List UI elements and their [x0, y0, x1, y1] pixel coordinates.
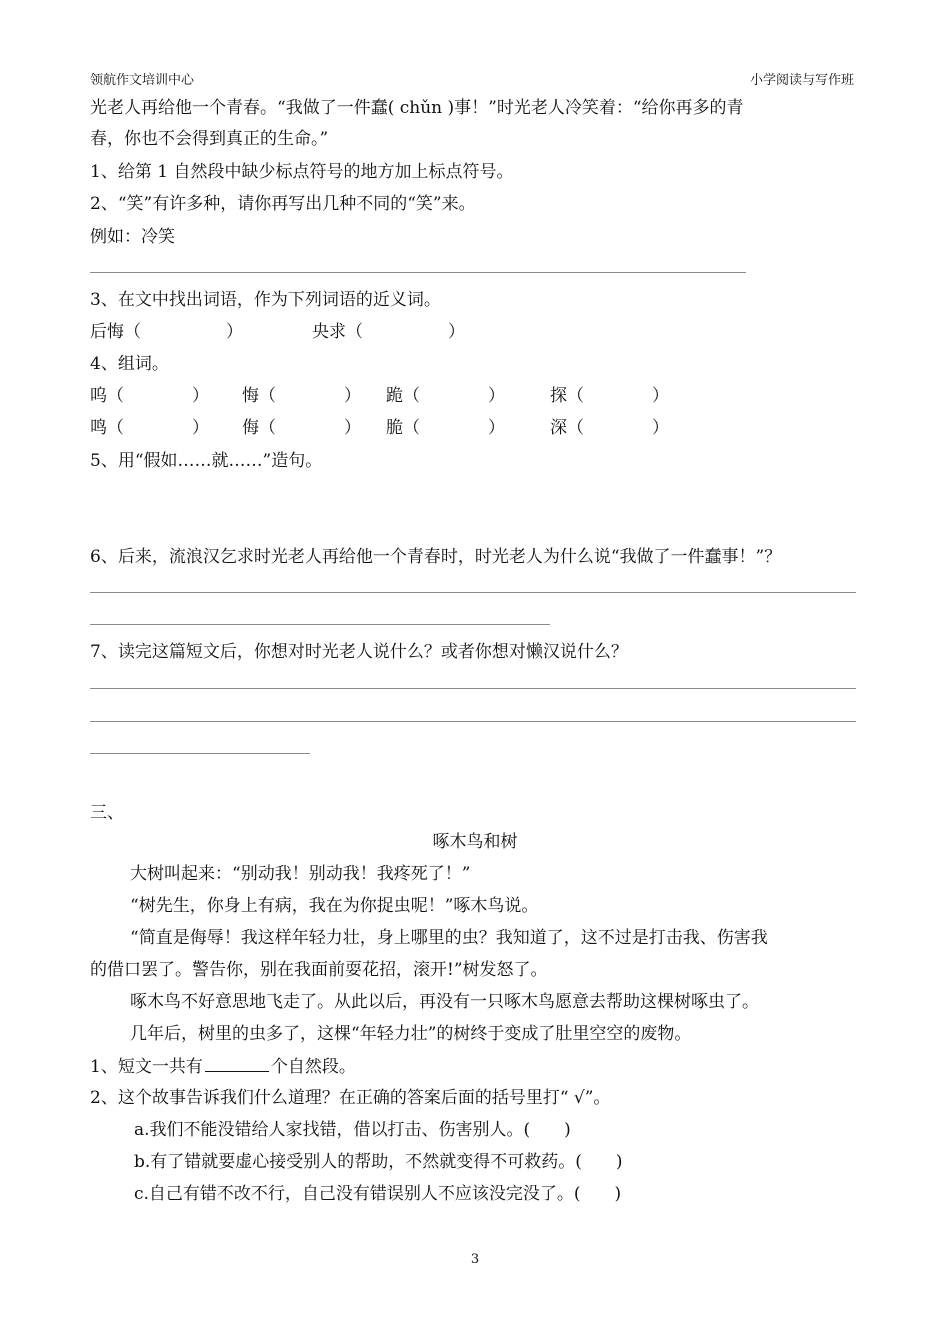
answer-option: a.我们不能没错给人家找错，借以打击、伤害别人。( ): [134, 1120, 571, 1140]
story-paragraph: 的借口罢了。警告你，别在我面前耍花招，滚开!”树发怒了。: [90, 960, 548, 980]
word-item: 跪（ ）: [386, 386, 505, 406]
story-paragraph: 啄木鸟不好意思地飞走了。从此以后，再没有一只啄木鸟愿意去帮助这棵树啄虫了。: [130, 992, 759, 1012]
synonym-item: 央求（ ）: [312, 322, 465, 342]
question-2-example: 例如：冷笑: [90, 227, 175, 247]
story-continuation-line: 光老人再给他一个青春。“我做了一件蠢( chǔn )事！”时光老人冷笑着：“给你再多的青: [90, 98, 744, 118]
question-1-prefix: 1、短文一共有: [90, 1057, 203, 1077]
story-title: 啄木鸟和树: [432, 832, 518, 852]
question-2: 2、“笑”有许多种，请你再写出几种不同的“笑”来。: [90, 194, 476, 214]
question-1: 1、给第 1 自然段中缺少标点符号的地方加上标点符号。: [90, 162, 514, 182]
answer-line: [90, 753, 310, 754]
question-4: 4、组词。: [90, 354, 169, 374]
header-right: 小学阅读与写作班: [749, 73, 854, 88]
answer-line: [90, 624, 550, 625]
synonym-item: 后悔（ ）: [90, 322, 243, 342]
question-2: 2、这个故事告诉我们什么道理？在正确的答案后面的括号里打“ √”。: [90, 1088, 611, 1108]
story-continuation-line: 春，你也不会得到真正的生命。”: [90, 129, 329, 149]
word-item: 深（ ）: [550, 418, 669, 438]
word-item: 探（ ）: [550, 386, 669, 406]
word-item: 悔（ ）: [242, 386, 361, 406]
question-5: 5、用“假如……就……”造句。: [90, 451, 323, 471]
story-paragraph: 大树叫起来：“别动我！别动我！我疼死了！”: [130, 864, 471, 884]
answer-option: c.自己有错不改不行，自己没有错误别人不应该没完没了。( ): [134, 1184, 622, 1204]
story-paragraph: “简直是侮辱！我这样年轻力壮，身上哪里的虫？我知道了，这不过是打击我、伤害我: [130, 928, 768, 948]
answer-line: [90, 272, 746, 273]
question-3: 3、在文中找出词语，作为下列词语的近义词。: [90, 290, 441, 310]
story-paragraph: 几年后，树里的虫多了，这棵“年轻力壮”的树终于变成了肚里空空的废物。: [130, 1024, 692, 1044]
section-label: 三、: [90, 803, 124, 823]
answer-line: [90, 592, 856, 593]
question-1: [90, 1054, 356, 1079]
word-item: 鸣（ ）: [90, 418, 209, 438]
question-7: 7、读完这篇短文后，你想对时光老人说什么？或者你想对懒汉说什么？: [90, 642, 628, 662]
header-left: 领航作文培训中心: [90, 73, 195, 88]
word-item: 呜（ ）: [90, 386, 209, 406]
answer-line: [90, 688, 856, 689]
question-6: 6、后来，流浪汉乞求时光老人再给他一个青春时，时光老人为什么说“我做了一件蠢事！”？: [90, 547, 782, 567]
word-item: 脆（ ）: [386, 418, 505, 438]
answer-line: [90, 721, 856, 722]
answer-blank[interactable]: [205, 1054, 269, 1072]
page-number: 3: [470, 1252, 480, 1267]
story-paragraph: “树先生，你身上有病，我在为你捉虫呢！”啄木鸟说。: [130, 896, 539, 916]
word-item: 侮（ ）: [242, 418, 361, 438]
question-1-suffix: 个自然段。: [270, 1057, 356, 1077]
answer-option: b.有了错就要虚心接受别人的帮助，不然就变得不可救药。( ): [134, 1152, 623, 1172]
